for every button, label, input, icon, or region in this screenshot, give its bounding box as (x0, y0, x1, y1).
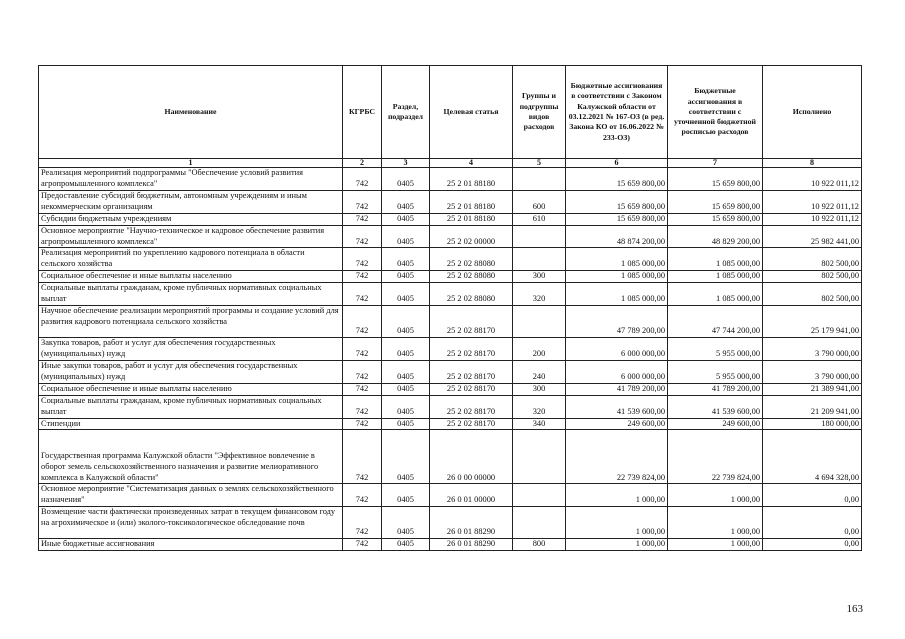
row-name: Социальные выплаты гражданам, кроме публичных нормативных социальных выплат (39, 283, 343, 306)
row-executed: 802 500,00 (763, 271, 862, 283)
row-law-allocation: 48 874 200,00 (566, 225, 668, 248)
table-row (39, 383, 862, 395)
row-name: Социальное обеспечение и иные выплаты населению (39, 383, 343, 395)
row-refined-allocation: 15 659 800,00 (668, 213, 763, 225)
row-group (513, 306, 566, 338)
row-name: Возмещение части фактически произведенных затрат в текущем финансовом году на агрохимическое и (или) эколого-токсикологическое обследование почв (39, 507, 343, 539)
row-law-allocation: 15 659 800,00 (566, 213, 668, 225)
row-kgrbs: 742 (343, 283, 382, 306)
table-row (39, 306, 862, 338)
row-refined-allocation: 15 659 800,00 (668, 168, 763, 191)
table-body (39, 159, 862, 551)
row-group: 240 (513, 360, 566, 383)
row-section: 0405 (382, 430, 430, 484)
table-row (39, 271, 862, 283)
row-section: 0405 (382, 338, 430, 361)
row-kgrbs: 742 (343, 248, 382, 271)
row-law-allocation: 6 000 000,00 (566, 360, 668, 383)
row-target: 25 2 02 00000 (430, 225, 513, 248)
row-refined-allocation: 1 000,00 (668, 484, 763, 507)
row-executed: 802 500,00 (763, 248, 862, 271)
row-executed: 21 209 941,00 (763, 395, 862, 418)
table-row (39, 484, 862, 507)
row-target: 25 2 02 88080 (430, 271, 513, 283)
table-row (39, 190, 862, 213)
row-kgrbs: 742 (343, 383, 382, 395)
row-group (513, 168, 566, 191)
row-group (513, 507, 566, 539)
row-section: 0405 (382, 395, 430, 418)
row-executed: 0,00 (763, 507, 862, 539)
row-refined-allocation: 1 085 000,00 (668, 271, 763, 283)
page-number: 163 (846, 603, 863, 615)
row-refined-allocation: 5 955 000,00 (668, 360, 763, 383)
row-target: 25 2 01 88180 (430, 168, 513, 191)
row-refined-allocation: 1 085 000,00 (668, 283, 763, 306)
table-row (39, 225, 862, 248)
row-executed: 4 694 328,00 (763, 430, 862, 484)
row-executed: 0,00 (763, 539, 862, 551)
row-name: Стипендии (39, 418, 343, 430)
row-group (513, 430, 566, 484)
budget-table (38, 65, 862, 551)
row-section: 0405 (382, 283, 430, 306)
row-kgrbs: 742 (343, 484, 382, 507)
row-law-allocation: 1 085 000,00 (566, 248, 668, 271)
column-number: 8 (763, 159, 862, 168)
table-row (39, 430, 862, 484)
row-refined-allocation: 249 600,00 (668, 418, 763, 430)
row-name: Основное мероприятие "Систематизация данных о землях сельскохозяйственного назначения" (39, 484, 343, 507)
header-target: Целевая статья (430, 66, 513, 159)
header-name: Наименование (39, 66, 343, 159)
table-row (39, 539, 862, 551)
row-kgrbs: 742 (343, 213, 382, 225)
row-section: 0405 (382, 213, 430, 225)
row-target: 25 2 02 88080 (430, 283, 513, 306)
row-section: 0405 (382, 248, 430, 271)
row-name: Предоставление субсидий бюджетным, автономным учреждениям и иным некоммерческим организациям (39, 190, 343, 213)
row-group: 340 (513, 418, 566, 430)
row-kgrbs: 742 (343, 430, 382, 484)
row-law-allocation: 15 659 800,00 (566, 190, 668, 213)
row-law-allocation: 1 085 000,00 (566, 271, 668, 283)
row-executed: 180 000,00 (763, 418, 862, 430)
row-kgrbs: 742 (343, 190, 382, 213)
row-target: 25 2 01 88180 (430, 213, 513, 225)
row-refined-allocation: 22 739 824,00 (668, 430, 763, 484)
row-executed: 10 922 011,12 (763, 213, 862, 225)
row-refined-allocation: 47 744 200,00 (668, 306, 763, 338)
row-refined-allocation: 5 955 000,00 (668, 338, 763, 361)
row-name: Социальные выплаты гражданам, кроме публичных нормативных социальных выплат (39, 395, 343, 418)
row-executed: 21 389 941,00 (763, 383, 862, 395)
row-target: 26 0 01 88290 (430, 507, 513, 539)
column-number: 2 (343, 159, 382, 168)
row-target: 25 2 02 88170 (430, 306, 513, 338)
table-row (39, 395, 862, 418)
row-refined-allocation: 1 000,00 (668, 507, 763, 539)
row-kgrbs: 742 (343, 539, 382, 551)
row-refined-allocation: 1 085 000,00 (668, 248, 763, 271)
row-target: 26 0 00 00000 (430, 430, 513, 484)
row-kgrbs: 742 (343, 271, 382, 283)
row-group: 300 (513, 383, 566, 395)
header-groups: Группы и подгруппы видов расходов (513, 66, 566, 159)
column-number: 4 (430, 159, 513, 168)
row-executed: 25 982 441,00 (763, 225, 862, 248)
table-header (39, 66, 862, 159)
row-target: 25 2 02 88170 (430, 383, 513, 395)
row-group (513, 484, 566, 507)
row-name: Научное обеспечение реализации мероприятий программы и создание условий для развития кадрового потенциала сельского хозяйства (39, 306, 343, 338)
header-refined-allocation: Бюджетные ассигнования в соответствии с уточненной бюджетной росписью расходов (668, 66, 763, 159)
column-number: 1 (39, 159, 343, 168)
table-row (39, 507, 862, 539)
row-section: 0405 (382, 507, 430, 539)
row-executed: 25 179 941,00 (763, 306, 862, 338)
row-executed: 3 790 000,00 (763, 360, 862, 383)
row-kgrbs: 742 (343, 507, 382, 539)
row-name: Иные бюджетные ассигнования (39, 539, 343, 551)
row-section: 0405 (382, 168, 430, 191)
row-section: 0405 (382, 271, 430, 283)
row-kgrbs: 742 (343, 306, 382, 338)
row-kgrbs: 742 (343, 338, 382, 361)
row-section: 0405 (382, 225, 430, 248)
header-law-allocation: Бюджетные ассигнования в соответствии с Законом Калужской области от 03.12.2021 № 167-ОЗ (в ред. Закона КО от 16.06.2022 № 233-ОЗ) (566, 66, 668, 159)
table-row (39, 360, 862, 383)
row-target: 26 0 01 00000 (430, 484, 513, 507)
row-target: 25 2 02 88080 (430, 248, 513, 271)
row-section: 0405 (382, 306, 430, 338)
row-name: Основное мероприятие "Научно-техническое и кадровое обеспечение развития агропромышленного комплекса" (39, 225, 343, 248)
row-name: Реализация мероприятий по укреплению кадрового потенциала в области сельского хозяйства (39, 248, 343, 271)
row-group (513, 225, 566, 248)
row-law-allocation: 41 539 600,00 (566, 395, 668, 418)
row-target: 26 0 01 88290 (430, 539, 513, 551)
row-refined-allocation: 15 659 800,00 (668, 190, 763, 213)
row-kgrbs: 742 (343, 360, 382, 383)
row-refined-allocation: 1 000,00 (668, 539, 763, 551)
row-law-allocation: 6 000 000,00 (566, 338, 668, 361)
row-kgrbs: 742 (343, 418, 382, 430)
row-group: 320 (513, 283, 566, 306)
table-row (39, 168, 862, 191)
table-row (39, 338, 862, 361)
row-kgrbs: 742 (343, 395, 382, 418)
row-target: 25 2 01 88180 (430, 190, 513, 213)
row-kgrbs: 742 (343, 225, 382, 248)
row-name: Иные закупки товаров, работ и услуг для обеспечения государственных (муниципальных) нужд (39, 360, 343, 383)
column-number: 6 (566, 159, 668, 168)
column-number-row (39, 159, 862, 168)
row-law-allocation: 41 789 200,00 (566, 383, 668, 395)
header-executed: Исполнено (763, 66, 862, 159)
row-law-allocation: 47 789 200,00 (566, 306, 668, 338)
row-law-allocation: 249 600,00 (566, 418, 668, 430)
row-executed: 3 790 000,00 (763, 338, 862, 361)
row-refined-allocation: 48 829 200,00 (668, 225, 763, 248)
row-refined-allocation: 41 789 200,00 (668, 383, 763, 395)
row-group: 300 (513, 271, 566, 283)
row-kgrbs: 742 (343, 168, 382, 191)
row-executed: 802 500,00 (763, 283, 862, 306)
row-executed: 0,00 (763, 484, 862, 507)
header-section: Раздел, подраздел (382, 66, 430, 159)
row-law-allocation: 1 000,00 (566, 539, 668, 551)
row-section: 0405 (382, 360, 430, 383)
row-group (513, 248, 566, 271)
row-section: 0405 (382, 418, 430, 430)
column-number: 7 (668, 159, 763, 168)
column-number: 3 (382, 159, 430, 168)
table-row (39, 248, 862, 271)
table-row (39, 283, 862, 306)
row-section: 0405 (382, 539, 430, 551)
row-name: Субсидии бюджетным учреждениям (39, 213, 343, 225)
row-name: Реализация мероприятий подпрограммы "Обеспечение условий развития агропромышленного комплекса" (39, 168, 343, 191)
row-group: 610 (513, 213, 566, 225)
header-kgrbs: КГРБС (343, 66, 382, 159)
table-row (39, 418, 862, 430)
row-law-allocation: 22 739 824,00 (566, 430, 668, 484)
row-refined-allocation: 41 539 600,00 (668, 395, 763, 418)
row-law-allocation: 15 659 800,00 (566, 168, 668, 191)
row-name: Закупка товаров, работ и услуг для обеспечения государственных (муниципальных) нужд (39, 338, 343, 361)
row-law-allocation: 1 000,00 (566, 507, 668, 539)
table-row (39, 213, 862, 225)
row-section: 0405 (382, 484, 430, 507)
row-law-allocation: 1 085 000,00 (566, 283, 668, 306)
row-section: 0405 (382, 190, 430, 213)
row-group: 800 (513, 539, 566, 551)
row-target: 25 2 02 88170 (430, 360, 513, 383)
row-executed: 10 922 011,12 (763, 168, 862, 191)
row-group: 200 (513, 338, 566, 361)
row-group: 320 (513, 395, 566, 418)
row-name: Социальное обеспечение и иные выплаты населению (39, 271, 343, 283)
row-group: 600 (513, 190, 566, 213)
row-executed: 10 922 011,12 (763, 190, 862, 213)
row-law-allocation: 1 000,00 (566, 484, 668, 507)
row-section: 0405 (382, 383, 430, 395)
row-name: Государственная программа Калужской области "Эффективное вовлечение в оборот земель сельскохозяйственного назначения и развитие мелиоративного комплекса в Калужской области" (39, 430, 343, 484)
row-target: 25 2 02 88170 (430, 338, 513, 361)
column-number: 5 (513, 159, 566, 168)
row-target: 25 2 02 88170 (430, 418, 513, 430)
row-target: 25 2 02 88170 (430, 395, 513, 418)
